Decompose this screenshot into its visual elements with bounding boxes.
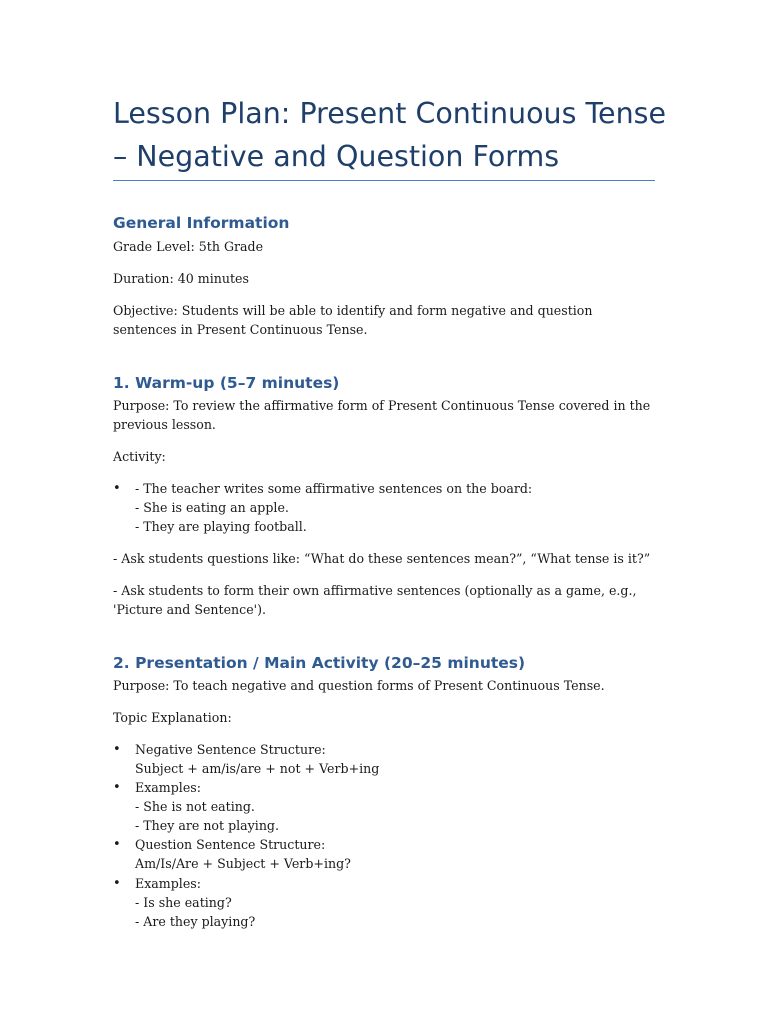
grade-level-text: Grade Level: 5th Grade [113, 239, 264, 254]
bullet-glyph: • [113, 742, 121, 757]
warmup-activity-label: Activity: [113, 449, 166, 464]
warmup-bullet-item [113, 479, 658, 539]
presentation-bullet-item [113, 874, 658, 931]
warmup-ask-form-text: - Ask students to form their own affirmative sentences (optionally as a game, e.g., 'Picture and Sentence'). [113, 583, 637, 617]
warmup-purpose-text: Purpose: To review the affirmative form of Present Continuous Tense covered in the previous lesson. [113, 398, 651, 432]
objective-text: Objective: Students will be able to identify and form negative and question sentences in Present Continuous Tense. [113, 303, 593, 337]
heading-general-information: General Information [113, 214, 290, 232]
title-divider [113, 180, 655, 181]
heading-presentation: 2. Presentation / Main Activity (20–25 minutes) [113, 654, 526, 672]
heading-warm-up: 1. Warm-up (5–7 minutes) [113, 374, 340, 392]
document-title: Lesson Plan: Present Continuous Tense – Negative and Question Forms [113, 97, 667, 173]
duration-text: Duration: 40 minutes [113, 271, 249, 286]
bullet-glyph: • [113, 837, 121, 852]
bullet-text: Question Sentence Structure: Am/Is/Are + Subject + Verb+ing? [135, 837, 351, 871]
presentation-bullet-item [113, 835, 658, 873]
topic-explanation-label: Topic Explanation: [113, 710, 232, 725]
bullet-text: Examples: - Is she eating? - Are they playing? [135, 876, 256, 929]
bullet-glyph: • [113, 780, 121, 795]
bullet-glyph: • [113, 876, 121, 891]
bullet-text: Negative Sentence Structure: Subject + am/is/are + not + Verb+ing [135, 742, 380, 776]
presentation-purpose-text: Purpose: To teach negative and question forms of Present Continuous Tense. [113, 678, 605, 693]
warmup-ask-questions-text: - Ask students questions like: “What do these sentences mean?”, “What tense is it?” [113, 551, 651, 566]
presentation-bullet-item [113, 778, 658, 835]
bullet-text: Examples: - She is not eating. - They are not playing. [135, 780, 279, 833]
presentation-bullet-item [113, 740, 658, 778]
bullet-glyph: • [113, 481, 121, 496]
bullet-text: - The teacher writes some affirmative sentences on the board: - She is eating an apple. - They are playing football. [135, 481, 533, 534]
